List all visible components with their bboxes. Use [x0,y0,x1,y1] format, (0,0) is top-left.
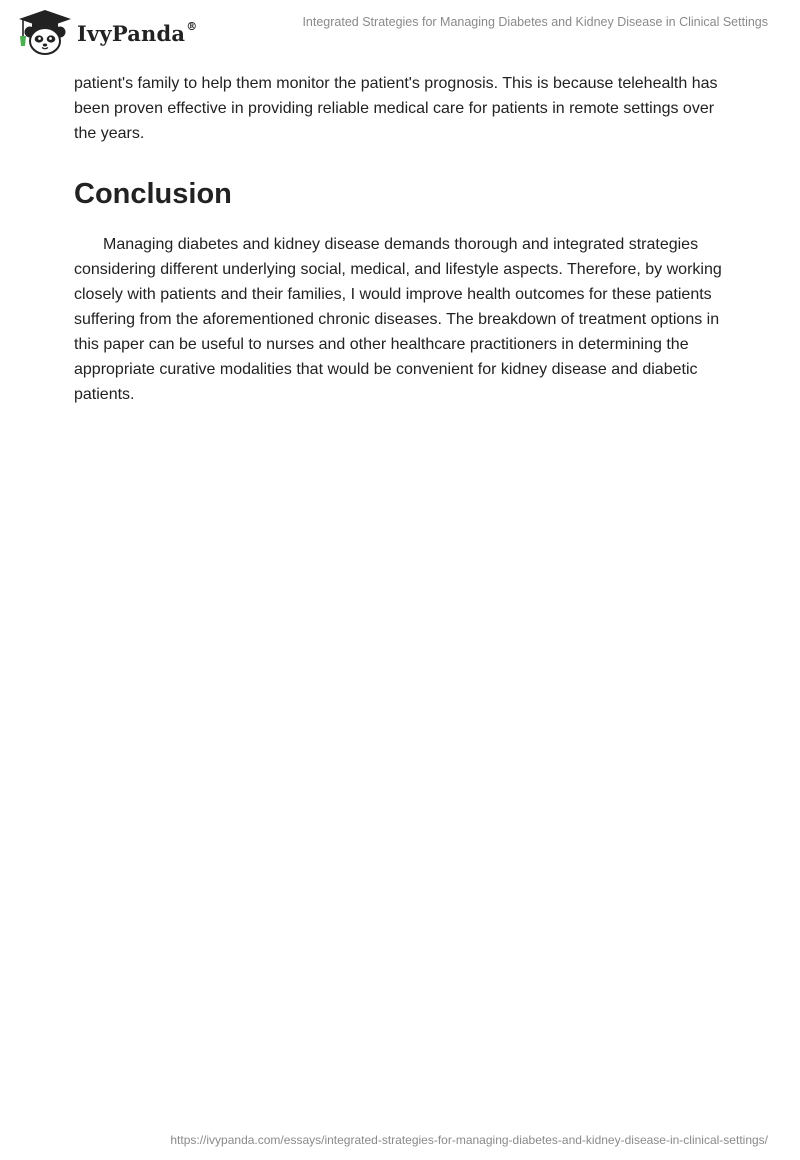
conclusion-heading: Conclusion [74,178,232,210]
intro-paragraph: patient's family to help them monitor the patient's prognosis. This is because telehealth has been proven effective in providing reliable medical care for patients in remote settings over the years. [74,75,718,142]
registered-mark: ® [186,19,198,33]
conclusion-paragraph: Managing diabetes and kidney disease demands thorough and integrated strategies considering different underlying social, medical, and lifestyle aspects. Therefore, by working closely with patients and their families, I would improve health outcomes for these patients suffering from the aforementioned chronic diseases. The breakdown of treatment options in this paper can be useful to nurses and other healthcare practitioners in determining the appropriate curative modalities that would be convenient for kidney disease and diabetic patients. [74,236,722,403]
logo-wordmark: IvyPanda® [77,19,198,46]
page-header [0,0,800,60]
panda-graduate-icon [15,8,75,56]
source-url[interactable]: https://ivypanda.com/essays/integrated-strategies-for-managing-diabetes-and-kidney-disease-in-clinical-settings/ [170,1133,768,1147]
ivypanda-logo[interactable] [15,8,197,56]
document-title: Integrated Strategies for Managing Diabetes and Kidney Disease in Clinical Settings [302,15,768,29]
essay-content [74,71,734,407]
